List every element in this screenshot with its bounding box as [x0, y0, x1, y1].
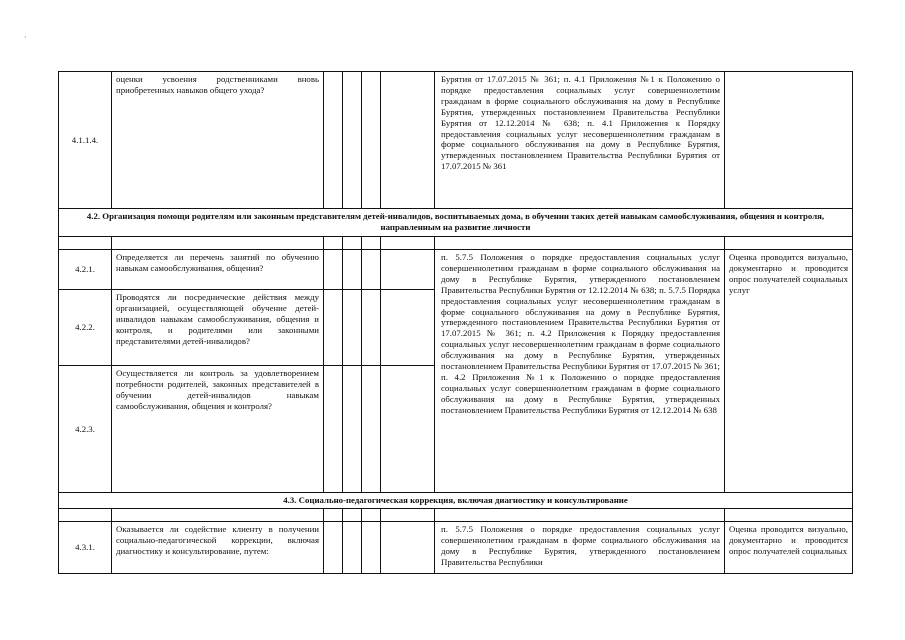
- answer-no-cell[interactable]: [343, 366, 362, 493]
- table-row-4-1-1-4: [59, 72, 853, 209]
- table-row-4-2-1: [59, 250, 853, 290]
- answer-na-cell[interactable]: [362, 290, 381, 366]
- answer-yes-cell[interactable]: [324, 250, 343, 290]
- item-number: 4.3.1.: [59, 522, 112, 574]
- note-cell[interactable]: [381, 522, 435, 574]
- legal-basis-cell: п. 5.7.5 Положения о порядке предоставления социальных услуг совершеннолетним гражданам в форме социального обслуживания на дому в Республике Бурятия, утвержденного постановлением Правительства Республики Бурятия от 12.12.2014 № 638; п. 5.7.5 Порядка предоставления социальных услуг несовершеннолетним гражданам в форме социального обслуживания на дому в Республике Бурятия, утвержденного постановлением Правительства Республики Бурятия от 17.07.2015 № 361; п. 4.2 Приложения к Порядку предоставления социальных услуг несовершеннолетним гражданам в форме социального обслуживания на дому в Республике Бурятия, утвержденных постановлением Правительства Республики Бурятия от 17.07.2015 № 361; п. 4.2 Приложения №1 к Положению о порядке предоставления социальных услуг совершеннолетним гражданам в форме социального обслуживания на дому в Республике Бурятия, утвержденных постановлением Правительства Республики Бурятия от 12.12.2014 № 638: [435, 250, 725, 493]
- answer-yes-cell[interactable]: [324, 290, 343, 366]
- section-header-4-2: [59, 209, 853, 237]
- question-cell: Оказывается ли содействие клиенту в получении социально-педагогической коррекции, включая диагностику и консультирование, путем:: [112, 522, 324, 574]
- method-cell: Оценка проводится визуально, документарно и проводится опрос получателей социальных: [725, 522, 853, 574]
- answer-na-cell[interactable]: [362, 366, 381, 493]
- answer-yes-cell[interactable]: [324, 72, 343, 209]
- section-title: 4.2. Организация помощи родителям или законным представителям детей-инвалидов, воспитываемых дома, в обучении таких детей навыкам самообслуживания, общения и контроля, направленным на развитие личности: [59, 209, 853, 237]
- answer-yes-cell[interactable]: [324, 366, 343, 493]
- method-cell: Оценка проводится визуально, документарно и проводится опрос получателей социальных услуг: [725, 250, 853, 493]
- note-cell[interactable]: [381, 290, 435, 366]
- item-number: 4.2.3.: [59, 366, 112, 493]
- spacer-row: [59, 237, 853, 250]
- answer-no-cell[interactable]: [343, 72, 362, 209]
- item-number: 4.1.1.4.: [59, 72, 112, 209]
- method-cell: [725, 72, 853, 209]
- note-cell[interactable]: [381, 366, 435, 493]
- answer-na-cell[interactable]: [362, 72, 381, 209]
- scan-speck: ·: [24, 33, 27, 42]
- item-number: 4.2.1.: [59, 250, 112, 290]
- question-cell: Определяется ли перечень занятий по обучению навыкам самообслуживания, общения?: [112, 250, 324, 290]
- answer-no-cell[interactable]: [343, 250, 362, 290]
- question-cell: Осуществляется ли контроль за удовлетворением потребности родителей, законных представителей в обучении детей-инвалидов навыкам самообслуживания, общения и контроля?: [112, 366, 324, 493]
- question-cell: Проводятся ли посреднические действия между организацией, осуществляющей обучение детей-инвалидов навыкам самообслуживания, общения и контроля, и родителями или законными представителями детей-инвалидов?: [112, 290, 324, 366]
- answer-na-cell[interactable]: [362, 522, 381, 574]
- section-header-4-3: [59, 493, 853, 509]
- table-row-4-3-1: [59, 522, 853, 574]
- checklist-table-container: [58, 71, 852, 574]
- answer-na-cell[interactable]: [362, 250, 381, 290]
- note-cell[interactable]: [381, 72, 435, 209]
- legal-basis-cell: Бурятия от 17.07.2015 № 361; п. 4.1 Приложения №1 к Положению о порядке предоставления социальных услуг совершеннолетним гражданам в форме социального обслуживания на дому в Республике Бурятия, утвержденных постановлением Правительства Республики Бурятия от 12.12.2014 № 638; п. 4.1 Приложения к Порядку предоставления социальных услуг несовершеннолетним гражданам в форме социального обслуживания на дому в Республике Бурятия, утвержденных постановлением Правительства Республики Бурятия от 17.07.2015 № 361: [435, 72, 725, 209]
- checklist-table: [58, 71, 853, 574]
- item-number: 4.2.2.: [59, 290, 112, 366]
- answer-yes-cell[interactable]: [324, 522, 343, 574]
- legal-basis-cell: п. 5.7.5 Положения о порядке предоставления социальных услуг совершеннолетним гражданам в форме социального обслуживания на дому в Республике Бурятия, утвержденного постановлением Правительства Республики: [435, 522, 725, 574]
- spacer-row: [59, 509, 853, 522]
- section-title: 4.3. Социально-педагогическая коррекция, включая диагностику и консультирование: [59, 493, 853, 509]
- answer-no-cell[interactable]: [343, 522, 362, 574]
- question-cell: оценки усвоения родственниками вновь приобретенных навыков общего ухода?: [112, 72, 324, 209]
- answer-no-cell[interactable]: [343, 290, 362, 366]
- note-cell[interactable]: [381, 250, 435, 290]
